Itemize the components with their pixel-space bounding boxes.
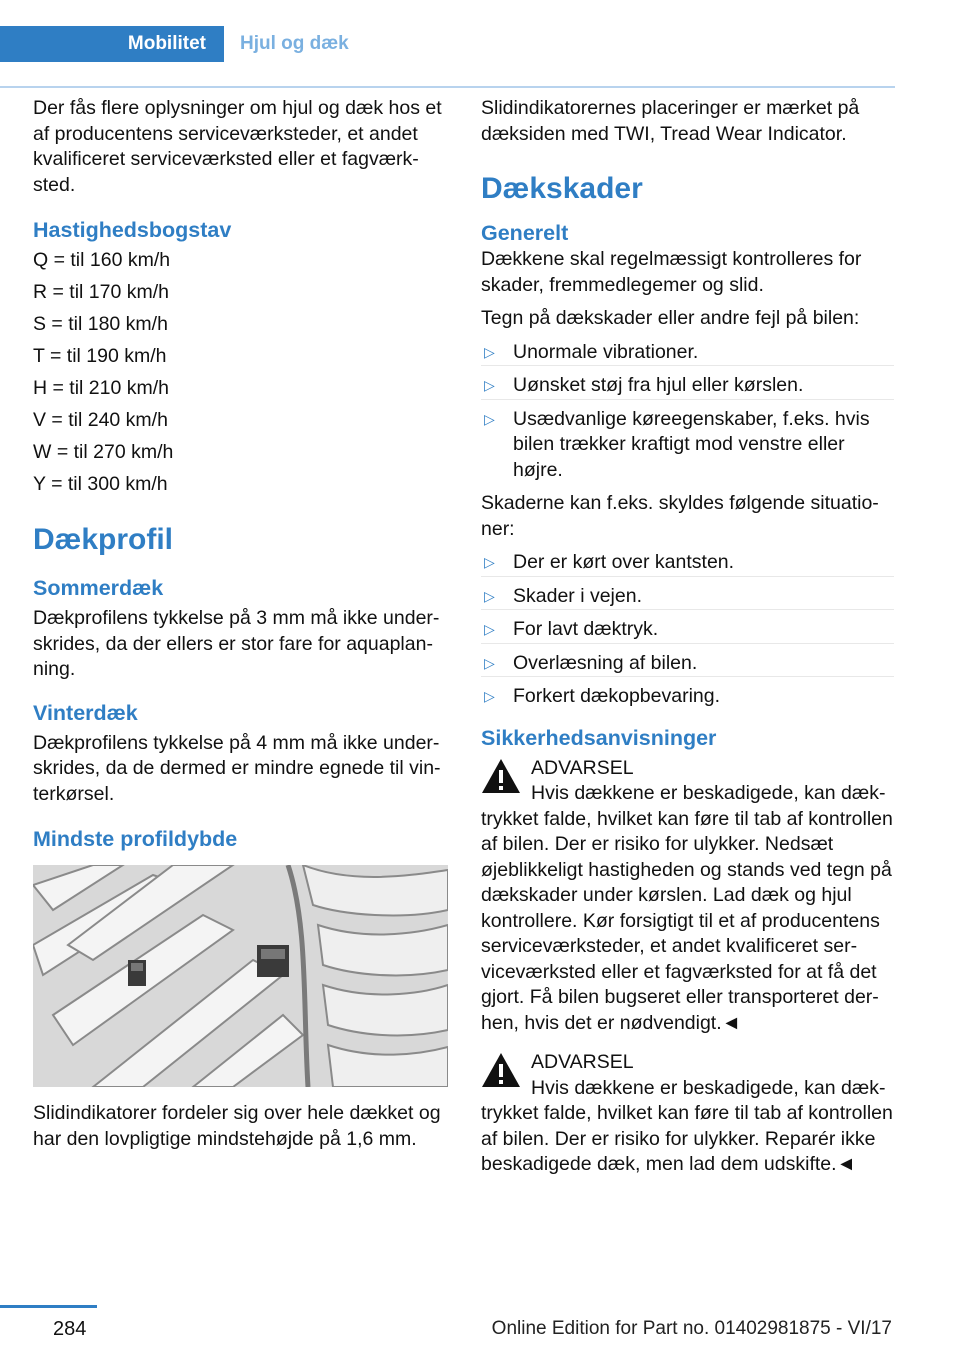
speed-item: Y = til 300 km/h <box>33 473 168 495</box>
list-item-text: For lavt dæktryk. <box>513 618 659 640</box>
header-tabs <box>0 26 895 62</box>
general-text: Dækkene skal regelmæssigt kontrolleres for skader, fremmedlegemer og slid. <box>481 248 862 296</box>
general-heading: Generelt <box>481 221 569 245</box>
speed-list <box>33 244 448 500</box>
signs-intro: Tegn på dækskader eller andre fejl på bilen: <box>481 307 860 329</box>
list-item <box>481 651 894 678</box>
summer-tires-heading: Sommerdæk <box>33 576 164 600</box>
signs-list <box>481 340 894 484</box>
page-number: 284 <box>53 1318 87 1340</box>
list-item <box>481 617 894 644</box>
summer-tires-text: Dækprofilens tykkelse på 3 mm må ikke underskrides, da der ellers er stor fare for aquaplanning. <box>33 607 440 680</box>
list-item <box>481 407 894 484</box>
winter-tires-text: Dækprofilens tykkelse på 4 mm må ikke underskrides, da de dermed er mindre egnede til vinterkørsel. <box>33 731 441 805</box>
speed-item: V = til 240 km/h <box>33 409 168 431</box>
intro-paragraph: Der fås flere oplysninger om hjul og dæk hos et af producentens serviceværksteder, et andet kvalificeret serviceværksted eller et fagværksted. <box>33 97 442 196</box>
tread-wear-caption: Slidindikatorer fordeler sig over hele dækket og har den lovpligtige mindstehøjde på 1,6 mm. <box>33 1102 441 1150</box>
list-item <box>481 373 894 400</box>
winter-tires-heading: Vinterdæk <box>33 700 138 725</box>
triangle-bullet-icon: ▷ <box>484 654 495 671</box>
list-item-text: Usædvanlige køreegenskaber, f.eks. hvis bilen trækker kraftigt mod venstre eller højre. <box>513 407 870 481</box>
footer-accent-line <box>0 1305 97 1308</box>
header-divider <box>0 86 895 88</box>
list-item-text: Uønsket støj fra hjul eller kørslen. <box>513 374 804 396</box>
triangle-bullet-icon: ▷ <box>484 621 495 637</box>
warning-text: Hvis dækkene er beskadigede, kan dæktrykket falde, hvilket kan føre til tab af kontrollen af bilen. Der er risiko for ulykker. Reparér ikke beskadigede dæk, men lad dem udskifte.◄ <box>481 1076 893 1175</box>
warning-title: ADVARSEL <box>531 1051 634 1073</box>
speed-item: Q = til 160 km/h <box>33 249 171 271</box>
safety-heading: Sikkerhedsanvisninger <box>481 725 717 750</box>
list-item <box>481 584 894 611</box>
warning-block <box>481 756 894 1037</box>
warning-block <box>481 1050 894 1178</box>
triangle-bullet-icon: ▷ <box>484 688 495 704</box>
tread-profile-heading: Dækprofil <box>33 523 174 556</box>
warning-text: Hvis dækkene er beskadigede, kan dæktrykket falde, hvilket kan føre til tab af kontrollen af bilen. Der er risiko for ulykker. Nedsæt øjeblikkeligt hastigheden og stands ved tegn på dækskader under kørslen. Lad dæk og hjul kontrollere. Kør forsigtigt til et af producentens serviceværksteder, et andet kvalificeret serviceværksted eller et fagværksted for at få det gjort. Få bilen bugseret eller transporteret derhen, hvis det er nødvendigt.◄ <box>481 782 893 1034</box>
causes-intro: Skaderne kan f.eks. skyldes følgende situationer: <box>481 492 879 540</box>
left-column <box>33 96 448 1160</box>
speed-item: W = til 270 km/h <box>33 441 174 463</box>
speed-item: H = til 210 km/h <box>33 377 170 399</box>
speed-item: R = til 170 km/h <box>33 281 170 303</box>
tab-mobilitet[interactable]: Mobilitet <box>0 26 224 62</box>
warning-triangle-icon <box>481 1052 521 1088</box>
edition-note: Online Edition for Part no. 01402981875 - VI/17 <box>491 1318 892 1339</box>
triangle-bullet-icon: ▷ <box>484 410 495 427</box>
list-item-text: Skader i vejen. <box>513 584 642 607</box>
triangle-bullet-icon: ▷ <box>484 587 495 604</box>
warning-title: ADVARSEL <box>531 756 634 779</box>
causes-list <box>481 550 894 710</box>
twi-paragraph: Slidindikatorernes placeringer er mærket på dæksiden med TWI, Tread Wear Indicator. <box>481 97 860 145</box>
list-item <box>481 340 894 367</box>
speed-letter-heading: Hastighedsbogstav <box>33 218 232 242</box>
triangle-bullet-icon: ▷ <box>484 554 495 570</box>
speed-item: S = til 180 km/h <box>33 313 168 335</box>
list-item-text: Der er kørt over kantsten. <box>513 551 735 573</box>
list-item-text: Overlæsning af bilen. <box>513 651 698 674</box>
tire-damage-heading: Dækskader <box>481 172 643 205</box>
right-column <box>481 96 894 1192</box>
warning-triangle-icon <box>481 758 521 794</box>
tread-wear-indicator-image <box>33 865 448 1087</box>
list-item <box>481 550 894 577</box>
list-item-text: Forkert dækopbevaring. <box>513 685 721 707</box>
list-item <box>481 684 894 710</box>
triangle-bullet-icon: ▷ <box>484 343 495 360</box>
triangle-bullet-icon: ▷ <box>484 377 495 393</box>
list-item-text: Unormale vibrationer. <box>513 340 699 363</box>
speed-item: T = til 190 km/h <box>33 345 167 367</box>
min-tread-depth-heading: Mindste profildybde <box>33 827 238 851</box>
tab-hjul-og-daek[interactable]: Hjul og dæk <box>240 33 349 54</box>
